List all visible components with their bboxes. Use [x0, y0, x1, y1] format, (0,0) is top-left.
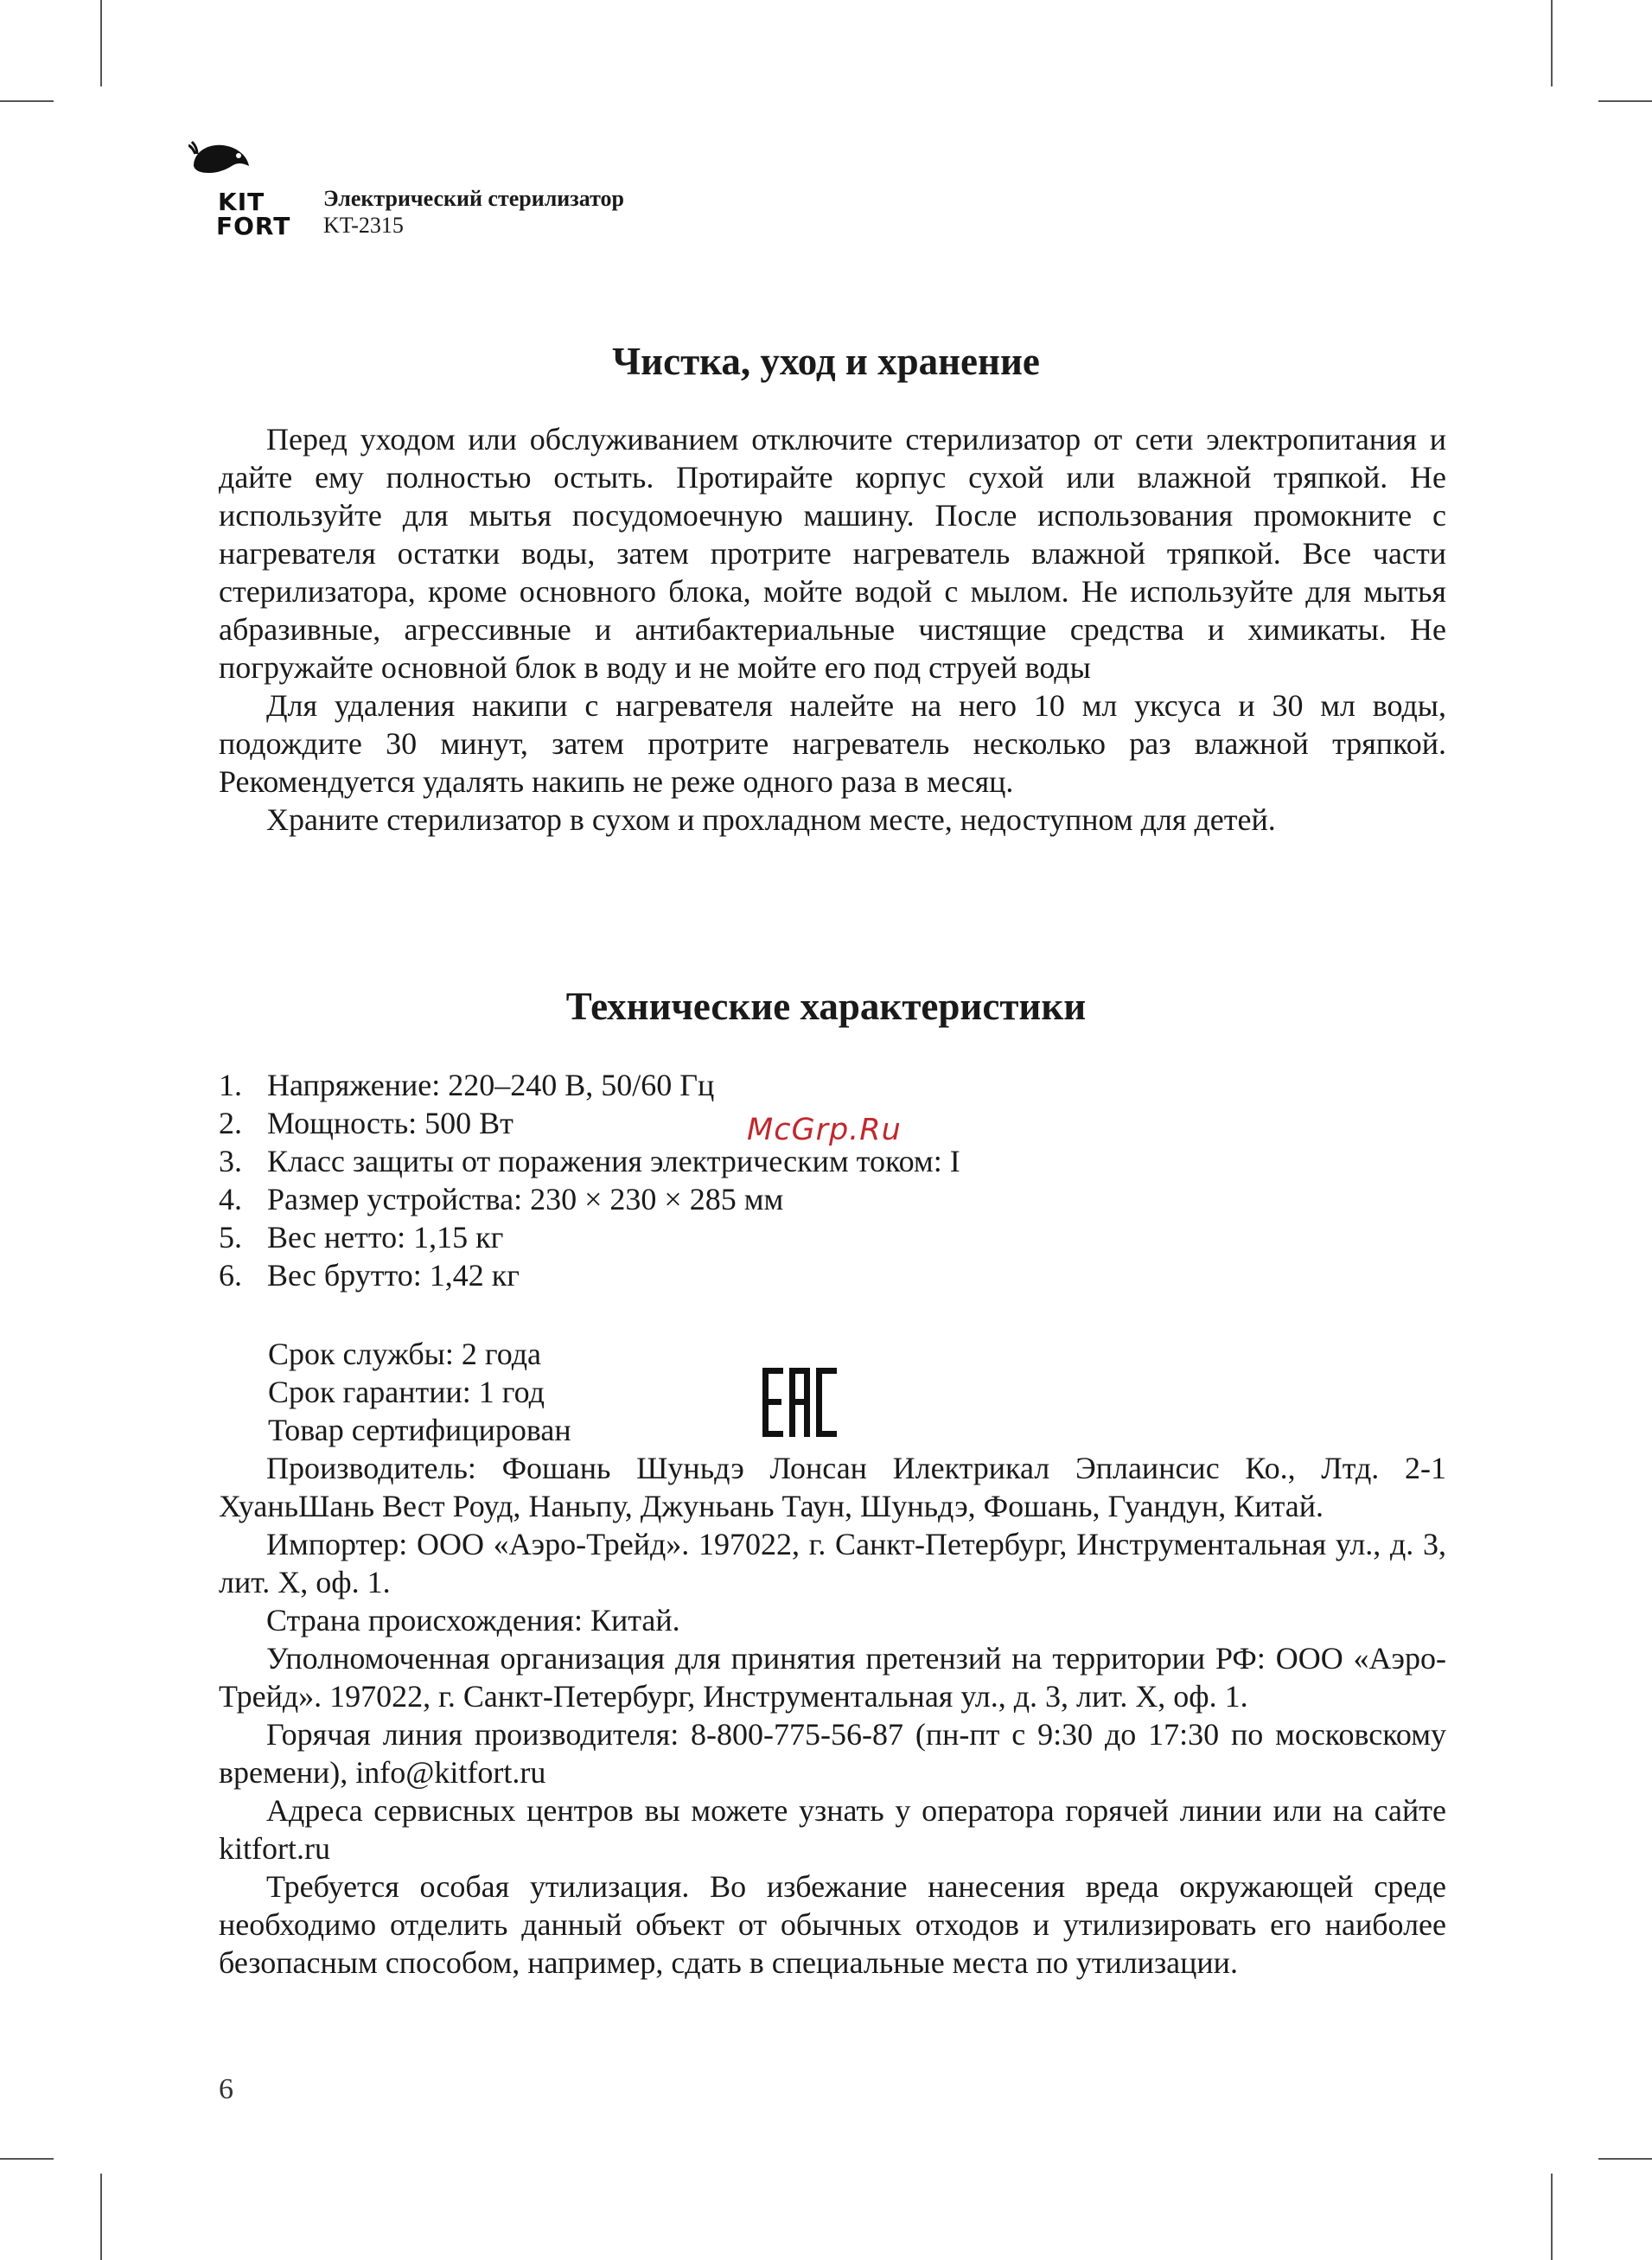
list-item — [219, 1180, 960, 1218]
list-item — [219, 1218, 960, 1256]
list-item-text: Вес брутто: 1,42 кг — [267, 1258, 520, 1293]
paragraph: Перед уходом или обслуживанием отключите стерилизатор от сети электропитания и дайте ему полностью остыть. Протирайте корпус сухой или влажной тряпкой. Не используйте для мытья посудомоечную машину. После использования промокните с нагревателя остатки воды, затем протрите нагреватель влажной тряпкой. Все части стерилизатора, кроме основного блока, мойте водой с мылом. Не используйте для мытья абразивные, агрессивные и антибактериальные чистящие средства и химикаты. Не погружайте основной блок в воду и не мойте его под струей воды — [219, 422, 1446, 685]
list-item-text: Класс защиты от поражения электрическим током: I — [267, 1144, 960, 1178]
brand-word-top: KIT — [218, 188, 265, 216]
specs-section-title: Технические характеристики — [565, 985, 1087, 1028]
page-number: 6 — [219, 2073, 233, 2105]
warranty-period: Срок гарантии: 1 год — [268, 1375, 545, 1409]
paragraph: Для удаления накипи с нагревателя налейте на него 10 мл уксуса и 30 мл воды, подождите 30 минут, затем протрите нагреватель несколько раз влажной тряпкой. Рекомендуется удалять накипь не реже одного раза в месяц. — [219, 688, 1446, 799]
watermark: McGrp.Ru — [747, 1113, 902, 1147]
cleaning-section-body — [219, 420, 1446, 839]
crop-mark — [1598, 2158, 1652, 2160]
crop-mark — [0, 2158, 54, 2160]
service-info — [268, 1335, 571, 1449]
list-item-text: Вес нетто: 1,15 кг — [267, 1220, 504, 1254]
list-item-text: Напряжение: 220–240 В, 50/60 Гц — [267, 1068, 715, 1102]
list-item-text: Размер устройства: 230 × 230 × 285 мм — [267, 1182, 784, 1216]
list-item — [219, 1142, 960, 1180]
specs-list — [219, 1066, 960, 1294]
paragraph: Храните стерилизатор в сухом и прохладном месте, недоступном для детей. — [266, 802, 1276, 837]
list-item — [219, 1256, 960, 1294]
product-title: Электрический стерилизатор — [323, 186, 624, 211]
document-header — [323, 185, 624, 239]
manufacturer-info — [219, 1449, 1446, 1982]
list-item-number: 4. — [219, 1182, 242, 1216]
list-item-number: 2. — [219, 1106, 242, 1140]
crop-mark — [1551, 0, 1553, 86]
paragraph: Страна происхождения: Китай. — [266, 1603, 680, 1638]
crop-mark — [100, 0, 102, 86]
paragraph: Адреса сервисных центров вы можете узнать у оператора горячей линии или на сайте kitfort.ru — [219, 1793, 1446, 1866]
crop-mark — [0, 100, 54, 102]
list-item-number: 1. — [219, 1068, 242, 1102]
list-item-number: 6. — [219, 1258, 242, 1293]
crop-mark — [1598, 100, 1652, 102]
crop-mark — [1551, 2174, 1553, 2260]
product-model: KT-2315 — [323, 213, 404, 238]
cleaning-section-title: Чистка, уход и хранение — [612, 340, 1040, 383]
list-item-text: Мощность: 500 Вт — [267, 1106, 513, 1140]
paragraph: Горячая линия производителя: 8-800-775-56-87 (пн-пт с 9:30 до 17:30 по московскому времени), info@kitfort.ru — [219, 1717, 1446, 1790]
crop-mark — [100, 2174, 102, 2260]
paragraph: Производитель: Фошань Шуньдэ Лонсан Илектрикал Эплаинсис Ко., Лтд. 2-1 ХуаньШань Вест Роуд, Наньпу, Джуньань Таун, Шуньдэ, Фошань, Гуандун, Китай. — [219, 1451, 1446, 1523]
list-item-number: 3. — [219, 1144, 242, 1178]
whale-icon — [188, 137, 252, 188]
service-life: Срок службы: 2 года — [268, 1337, 542, 1371]
certification-note: Товар сертифицирован — [268, 1413, 571, 1447]
paragraph: Импортер: ООО «Аэро-Трейд». 197022, г. Санкт-Петербург, Инструментальная ул., д. 3, лит. Х, оф. 1. — [219, 1527, 1446, 1599]
paragraph: Требуется особая утилизация. Во избежание нанесения вреда окружающей среде необходимо отделить данный объект от обычных отходов и утилизировать его наиболее безопасным способом, например, сдать в специальные места по утилизации. — [219, 1869, 1446, 1980]
paragraph: Уполномоченная организация для принятия претензий на территории РФ: ООО «Аэро-Трейд». 197022, г. Санкт-Петербург, Инструментальная ул., д. 3, лит. Х, оф. 1. — [219, 1641, 1446, 1714]
eac-certification-mark — [762, 1368, 837, 1437]
list-item — [219, 1066, 960, 1104]
list-item-number: 5. — [219, 1220, 242, 1254]
brand-word-bottom: FORT — [216, 212, 291, 240]
